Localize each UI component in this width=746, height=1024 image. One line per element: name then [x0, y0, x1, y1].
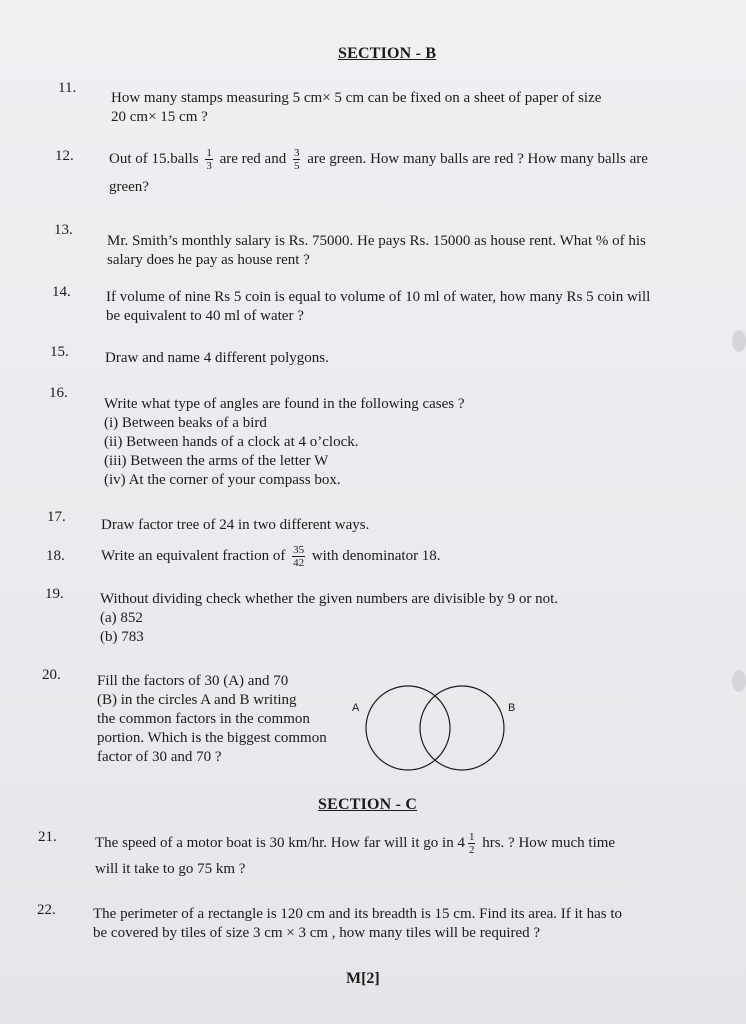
question-text: Write an equivalent fraction of	[101, 547, 286, 564]
fraction-numerator: 1	[468, 831, 475, 843]
question-number: 20.	[42, 667, 61, 683]
question-text: If volume of nine Rs 5 coin is equal to volume of 10 ml of water, how many Rs 5 coin will	[106, 289, 651, 305]
question-number: 17.	[47, 509, 66, 525]
fraction-denominator: 3	[206, 160, 212, 172]
question-line	[109, 147, 648, 172]
question-text: Mr. Smith’s monthly salary is Rs. 75000. He pays Rs. 15000 as house rent. What % of his	[107, 233, 646, 249]
question-text: the common factors in the common	[97, 711, 310, 727]
question-text: Out of 15.balls	[109, 150, 199, 167]
question-19	[100, 590, 558, 647]
question-text: are red and	[219, 150, 287, 167]
question-14	[106, 288, 650, 326]
question-text: Draw factor tree of 24 in two different ways.	[101, 517, 370, 533]
venn-label-a: A	[352, 702, 360, 714]
list-item: (i) Between beaks of a bird	[104, 415, 267, 431]
section-b-title: SECTION - B	[338, 45, 437, 62]
fraction	[293, 147, 301, 172]
question-number: 22.	[37, 902, 56, 918]
page-edge-mark	[732, 670, 746, 692]
question-number: 16.	[49, 385, 68, 401]
question-line	[95, 831, 615, 856]
question-line	[101, 544, 441, 569]
fraction	[468, 831, 476, 856]
fraction	[292, 544, 305, 569]
question-text: are green. How many balls are red ? How many balls are	[307, 150, 648, 167]
question-number: 18.	[46, 548, 65, 564]
fraction-denominator: 42	[293, 557, 305, 569]
question-text: Write what type of angles are found in the following cases ?	[104, 396, 465, 412]
question-number: 19.	[45, 586, 64, 602]
question-text: How many stamps measuring 5 cm× 5 cm can be fixed on a sheet of paper of size	[111, 90, 602, 106]
venn-diagram	[350, 683, 520, 783]
section-c-title: SECTION - C	[318, 796, 418, 813]
fraction	[205, 147, 213, 172]
circle-b	[420, 686, 504, 770]
question-text: will it take to go 75 km ?	[95, 861, 246, 877]
question-20	[97, 672, 327, 767]
list-item: (iii) Between the arms of the letter W	[104, 453, 329, 469]
question-number: 15.	[50, 344, 69, 360]
question-text: The perimeter of a rectangle is 120 cm and its breadth is 15 cm. Find its area. If it has to	[93, 906, 623, 922]
list-item: (iv) At the corner of your compass box.	[104, 472, 341, 488]
question-15	[105, 349, 329, 368]
question-text: green?	[109, 179, 149, 195]
circle-a	[366, 686, 450, 770]
list-item: (a) 852	[100, 610, 143, 626]
question-text: Draw and name 4 different polygons.	[105, 350, 329, 366]
fraction-numerator: 1	[206, 147, 212, 159]
list-item: (ii) Between hands of a clock at 4 o’clock.	[104, 434, 359, 450]
page-edge-mark	[732, 330, 746, 352]
question-text: Fill the factors of 30 (A) and 70	[97, 673, 289, 689]
question-16	[104, 395, 465, 490]
question-18	[101, 544, 441, 569]
question-text: portion. Which is the biggest common	[97, 730, 327, 746]
question-12	[109, 147, 648, 197]
question-number: 14.	[52, 284, 71, 300]
question-text: factor of 30 and 70 ?	[97, 749, 222, 765]
fraction-denominator: 2	[468, 844, 475, 856]
question-11	[111, 89, 601, 127]
fraction-numerator: 3	[293, 147, 300, 159]
venn-label-b: B	[508, 702, 516, 714]
question-text: 20 cm× 15 cm ?	[111, 109, 208, 125]
list-item: (b) 783	[100, 629, 144, 645]
question-text: The speed of a motor boat is 30 km/hr. How far will it go in	[95, 834, 454, 851]
page-footer: M[2]	[346, 970, 380, 987]
mixed-number-whole: 4	[457, 834, 465, 851]
question-17	[101, 516, 369, 535]
question-number: 12.	[55, 148, 74, 164]
question-22	[93, 905, 622, 943]
question-text: Without dividing check whether the given numbers are divisible by 9 or not.	[100, 591, 559, 607]
question-text: be covered by tiles of size 3 cm × 3 cm , how many tiles will be required ?	[93, 925, 541, 941]
question-text: (B) in the circles A and B writing	[97, 692, 297, 708]
question-21	[95, 831, 615, 879]
fraction-numerator: 35	[293, 544, 305, 556]
question-text: with denominator 18.	[311, 547, 441, 564]
question-text: hrs. ? How much time	[482, 834, 616, 851]
question-number: 11.	[58, 80, 77, 96]
question-13	[107, 232, 646, 270]
question-text: be equivalent to 40 ml of water ?	[106, 308, 304, 324]
question-text: salary does he pay as house rent ?	[107, 252, 310, 268]
question-number: 21.	[38, 829, 57, 845]
fraction-denominator: 5	[293, 160, 300, 172]
question-number: 13.	[54, 222, 73, 238]
